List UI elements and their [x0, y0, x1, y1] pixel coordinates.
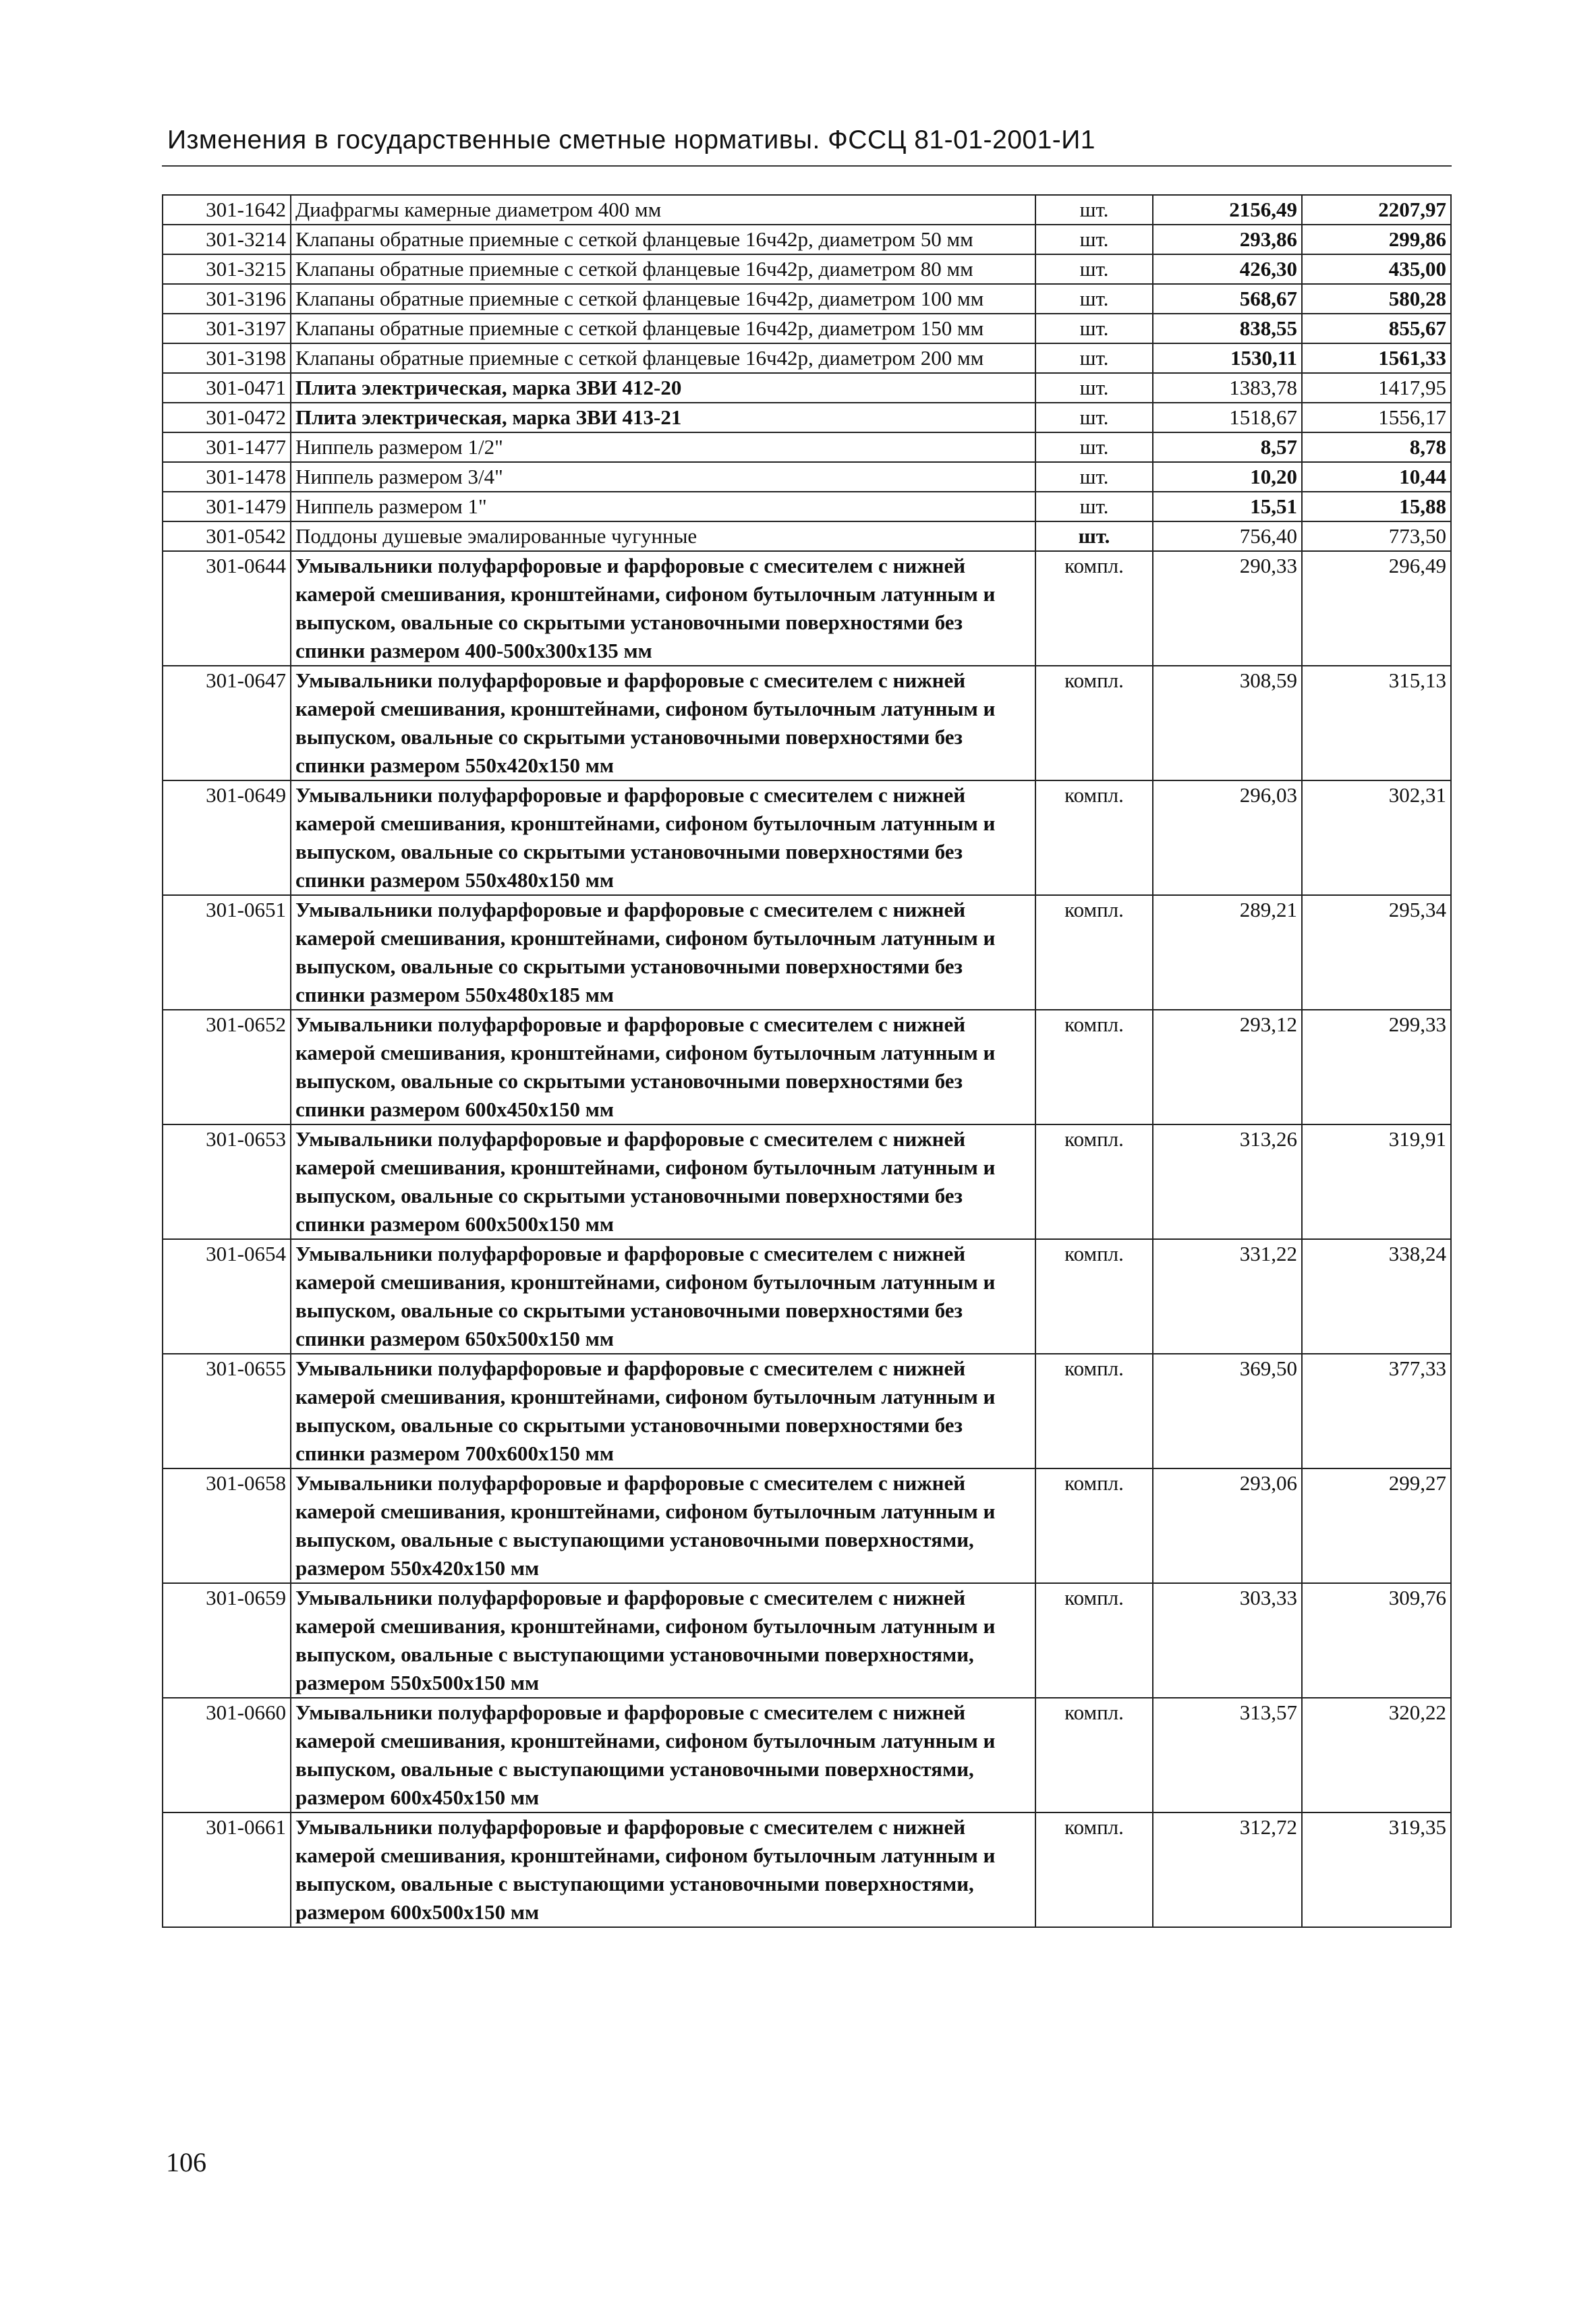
- row-price-current: 313,26: [1153, 1124, 1302, 1239]
- row-price-new: 338,24: [1302, 1239, 1451, 1354]
- row-name: Умывальники полуфарфоровые и фарфоровые с смесителем с нижней камерой смешивания, кронштейнами, сифоном бутылочным латунным и выпуском, овальные с выступающими установочными поверхностями, размером 550х420х150 мм: [291, 1468, 1035, 1583]
- table-row: [163, 1010, 1451, 1124]
- row-code: 301-3197: [163, 314, 291, 343]
- row-code: 301-0644: [163, 551, 291, 666]
- page-header-title: Изменения в государственные сметные нормативы. ФССЦ 81-01-2001-И1: [167, 125, 1096, 154]
- row-unit: шт.: [1035, 403, 1153, 432]
- table-row: [163, 551, 1451, 666]
- row-price-new: 299,27: [1302, 1468, 1451, 1583]
- row-unit: шт.: [1035, 314, 1153, 343]
- row-code: 301-3214: [163, 225, 291, 254]
- row-price-current: 331,22: [1153, 1239, 1302, 1354]
- header-divider: [162, 165, 1452, 167]
- row-unit: компл.: [1035, 551, 1153, 666]
- row-price-new: 855,67: [1302, 314, 1451, 343]
- row-price-current: 308,59: [1153, 666, 1302, 780]
- row-name: Умывальники полуфарфоровые и фарфоровые с смесителем с нижней камерой смешивания, кронштейнами, сифоном бутылочным латунным и выпуском, овальные со скрытыми установочными поверхностями без спинки размером 600х450х150 мм: [291, 1010, 1035, 1124]
- row-name: Клапаны обратные приемные с сеткой фланцевые 16ч42р, диаметром 80 мм: [291, 254, 1035, 284]
- row-unit: компл.: [1035, 895, 1153, 1010]
- row-code: 301-1479: [163, 492, 291, 521]
- row-code: 301-0655: [163, 1354, 291, 1468]
- row-name: Клапаны обратные приемные с сеткой фланцевые 16ч42р, диаметром 50 мм: [291, 225, 1035, 254]
- row-unit: компл.: [1035, 666, 1153, 780]
- row-price-new: 1561,33: [1302, 343, 1451, 373]
- row-code: 301-0661: [163, 1812, 291, 1927]
- row-price-current: 293,12: [1153, 1010, 1302, 1124]
- row-name: Плита электрическая, марка ЗВИ 412-20: [291, 373, 1035, 403]
- row-price-current: 313,57: [1153, 1698, 1302, 1812]
- price-table-body: [163, 195, 1451, 1927]
- row-code: 301-0660: [163, 1698, 291, 1812]
- row-unit: шт.: [1035, 195, 1153, 225]
- table-row: [163, 1239, 1451, 1354]
- row-price-current: 838,55: [1153, 314, 1302, 343]
- row-code: 301-1477: [163, 432, 291, 462]
- row-code: 301-1642: [163, 195, 291, 225]
- row-price-current: 15,51: [1153, 492, 1302, 521]
- row-name: Умывальники полуфарфоровые и фарфоровые с смесителем с нижней камерой смешивания, кронштейнами, сифоном бутылочным латунным и выпуском, овальные со скрытыми установочными поверхностями без спинки размером 550х480х185 мм: [291, 895, 1035, 1010]
- row-code: 301-0659: [163, 1583, 291, 1698]
- row-unit: шт.: [1035, 521, 1153, 551]
- row-price-new: 1417,95: [1302, 373, 1451, 403]
- row-price-new: 315,13: [1302, 666, 1451, 780]
- row-unit: шт.: [1035, 492, 1153, 521]
- row-price-current: 1518,67: [1153, 403, 1302, 432]
- table-row: [163, 1583, 1451, 1698]
- row-price-new: 435,00: [1302, 254, 1451, 284]
- table-row: [163, 1354, 1451, 1468]
- table-row: [163, 492, 1451, 521]
- table-row: [163, 462, 1451, 492]
- row-code: 301-3196: [163, 284, 291, 314]
- table-row: [163, 314, 1451, 343]
- row-price-current: 312,72: [1153, 1812, 1302, 1927]
- row-price-current: 10,20: [1153, 462, 1302, 492]
- row-unit: шт.: [1035, 343, 1153, 373]
- price-table: [162, 194, 1452, 1928]
- row-unit: компл.: [1035, 780, 1153, 895]
- row-price-new: 319,35: [1302, 1812, 1451, 1927]
- table-row: [163, 780, 1451, 895]
- row-code: 301-0652: [163, 1010, 291, 1124]
- row-name: Умывальники полуфарфоровые и фарфоровые с смесителем с нижней камерой смешивания, кронштейнами, сифоном бутылочным латунным и выпуском, овальные со скрытыми установочными поверхностями без спинки размером 400-500х300х135 мм: [291, 551, 1035, 666]
- row-name: Умывальники полуфарфоровые и фарфоровые с смесителем с нижней камерой смешивания, кронштейнами, сифоном бутылочным латунным и выпуском, овальные со скрытыми установочными поверхностями без спинки размером 700х600х150 мм: [291, 1354, 1035, 1468]
- row-unit: компл.: [1035, 1468, 1153, 1583]
- row-unit: шт.: [1035, 254, 1153, 284]
- row-code: 301-0653: [163, 1124, 291, 1239]
- row-code: 301-0472: [163, 403, 291, 432]
- row-name: Плита электрическая, марка ЗВИ 413-21: [291, 403, 1035, 432]
- table-row: [163, 284, 1451, 314]
- row-code: 301-3215: [163, 254, 291, 284]
- row-unit: шт.: [1035, 225, 1153, 254]
- row-name: Умывальники полуфарфоровые и фарфоровые с смесителем с нижней камерой смешивания, кронштейнами, сифоном бутылочным латунным и выпуском, овальные с выступающими установочными поверхностями, размером 600х450х150 мм: [291, 1698, 1035, 1812]
- row-price-current: 2156,49: [1153, 195, 1302, 225]
- row-code: 301-0542: [163, 521, 291, 551]
- table-row: [163, 225, 1451, 254]
- row-unit: шт.: [1035, 432, 1153, 462]
- row-name: Умывальники полуфарфоровые и фарфоровые с смесителем с нижней камерой смешивания, кронштейнами, сифоном бутылочным латунным и выпуском, овальные с выступающими установочными поверхностями, размером 550х500х150 мм: [291, 1583, 1035, 1698]
- row-price-new: 377,33: [1302, 1354, 1451, 1468]
- row-name: Ниппель размером 1": [291, 492, 1035, 521]
- row-price-current: 289,21: [1153, 895, 1302, 1010]
- row-name: Умывальники полуфарфоровые и фарфоровые с смесителем с нижней камерой смешивания, кронштейнами, сифоном бутылочным латунным и выпуском, овальные со скрытыми установочными поверхностями без спинки размером 650х500х150 мм: [291, 1239, 1035, 1354]
- row-price-new: 299,86: [1302, 225, 1451, 254]
- row-price-new: 10,44: [1302, 462, 1451, 492]
- row-unit: шт.: [1035, 373, 1153, 403]
- row-price-current: 568,67: [1153, 284, 1302, 314]
- row-price-new: 299,33: [1302, 1010, 1451, 1124]
- page-number: 106: [166, 2147, 206, 2177]
- row-name: Ниппель размером 1/2": [291, 432, 1035, 462]
- table-row: [163, 373, 1451, 403]
- row-price-current: 1383,78: [1153, 373, 1302, 403]
- row-price-current: 296,03: [1153, 780, 1302, 895]
- row-price-new: 2207,97: [1302, 195, 1451, 225]
- row-price-new: 309,76: [1302, 1583, 1451, 1698]
- row-unit: компл.: [1035, 1812, 1153, 1927]
- row-price-new: 1556,17: [1302, 403, 1451, 432]
- row-code: 301-0647: [163, 666, 291, 780]
- table-row: [163, 254, 1451, 284]
- row-unit: шт.: [1035, 284, 1153, 314]
- row-price-current: 426,30: [1153, 254, 1302, 284]
- row-price-new: 320,22: [1302, 1698, 1451, 1812]
- row-price-current: 290,33: [1153, 551, 1302, 666]
- table-row: [163, 1812, 1451, 1927]
- row-code: 301-0654: [163, 1239, 291, 1354]
- table-row: [163, 403, 1451, 432]
- row-price-new: 319,91: [1302, 1124, 1451, 1239]
- row-price-new: 295,34: [1302, 895, 1451, 1010]
- row-name: Умывальники полуфарфоровые и фарфоровые с смесителем с нижней камерой смешивания, кронштейнами, сифоном бутылочным латунным и выпуском, овальные со скрытыми установочными поверхностями без спинки размером 550х480х150 мм: [291, 780, 1035, 895]
- row-code: 301-0651: [163, 895, 291, 1010]
- row-name: Умывальники полуфарфоровые и фарфоровые с смесителем с нижней камерой смешивания, кронштейнами, сифоном бутылочным латунным и выпуском, овальные со скрытыми установочными поверхностями без спинки размером 550х420х150 мм: [291, 666, 1035, 780]
- row-unit: компл.: [1035, 1354, 1153, 1468]
- row-name: Умывальники полуфарфоровые и фарфоровые с смесителем с нижней камерой смешивания, кронштейнами, сифоном бутылочным латунным и выпуском, овальные с выступающими установочными поверхностями, размером 600х500х150 мм: [291, 1812, 1035, 1927]
- table-row: [163, 1468, 1451, 1583]
- table-row: [163, 895, 1451, 1010]
- row-unit: компл.: [1035, 1239, 1153, 1354]
- table-row: [163, 195, 1451, 225]
- row-unit: компл.: [1035, 1124, 1153, 1239]
- row-price-current: 1530,11: [1153, 343, 1302, 373]
- row-unit: компл.: [1035, 1583, 1153, 1698]
- table-row: [163, 432, 1451, 462]
- row-price-new: 15,88: [1302, 492, 1451, 521]
- row-name: Клапаны обратные приемные с сеткой фланцевые 16ч42р, диаметром 200 мм: [291, 343, 1035, 373]
- row-code: 301-0658: [163, 1468, 291, 1583]
- table-row: [163, 1698, 1451, 1812]
- row-name: Поддоны душевые эмалированные чугунные: [291, 521, 1035, 551]
- table-row: [163, 666, 1451, 780]
- row-price-new: 296,49: [1302, 551, 1451, 666]
- table-row: [163, 343, 1451, 373]
- row-price-current: 369,50: [1153, 1354, 1302, 1468]
- row-price-new: 8,78: [1302, 432, 1451, 462]
- row-price-new: 773,50: [1302, 521, 1451, 551]
- row-price-current: 303,33: [1153, 1583, 1302, 1698]
- row-code: 301-1478: [163, 462, 291, 492]
- table-row: [163, 521, 1451, 551]
- row-code: 301-0471: [163, 373, 291, 403]
- row-price-current: 293,06: [1153, 1468, 1302, 1583]
- row-name: Клапаны обратные приемные с сеткой фланцевые 16ч42р, диаметром 100 мм: [291, 284, 1035, 314]
- row-price-new: 580,28: [1302, 284, 1451, 314]
- row-price-current: 8,57: [1153, 432, 1302, 462]
- row-name: Диафрагмы камерные диаметром 400 мм: [291, 195, 1035, 225]
- row-unit: компл.: [1035, 1698, 1153, 1812]
- row-name: Ниппель размером 3/4": [291, 462, 1035, 492]
- table-row: [163, 1124, 1451, 1239]
- row-unit: компл.: [1035, 1010, 1153, 1124]
- row-price-current: 756,40: [1153, 521, 1302, 551]
- row-code: 301-0649: [163, 780, 291, 895]
- row-price-new: 302,31: [1302, 780, 1451, 895]
- row-name: Клапаны обратные приемные с сеткой фланцевые 16ч42р, диаметром 150 мм: [291, 314, 1035, 343]
- row-unit: шт.: [1035, 462, 1153, 492]
- row-name: Умывальники полуфарфоровые и фарфоровые с смесителем с нижней камерой смешивания, кронштейнами, сифоном бутылочным латунным и выпуском, овальные со скрытыми установочными поверхностями без спинки размером 600х500х150 мм: [291, 1124, 1035, 1239]
- row-price-current: 293,86: [1153, 225, 1302, 254]
- row-code: 301-3198: [163, 343, 291, 373]
